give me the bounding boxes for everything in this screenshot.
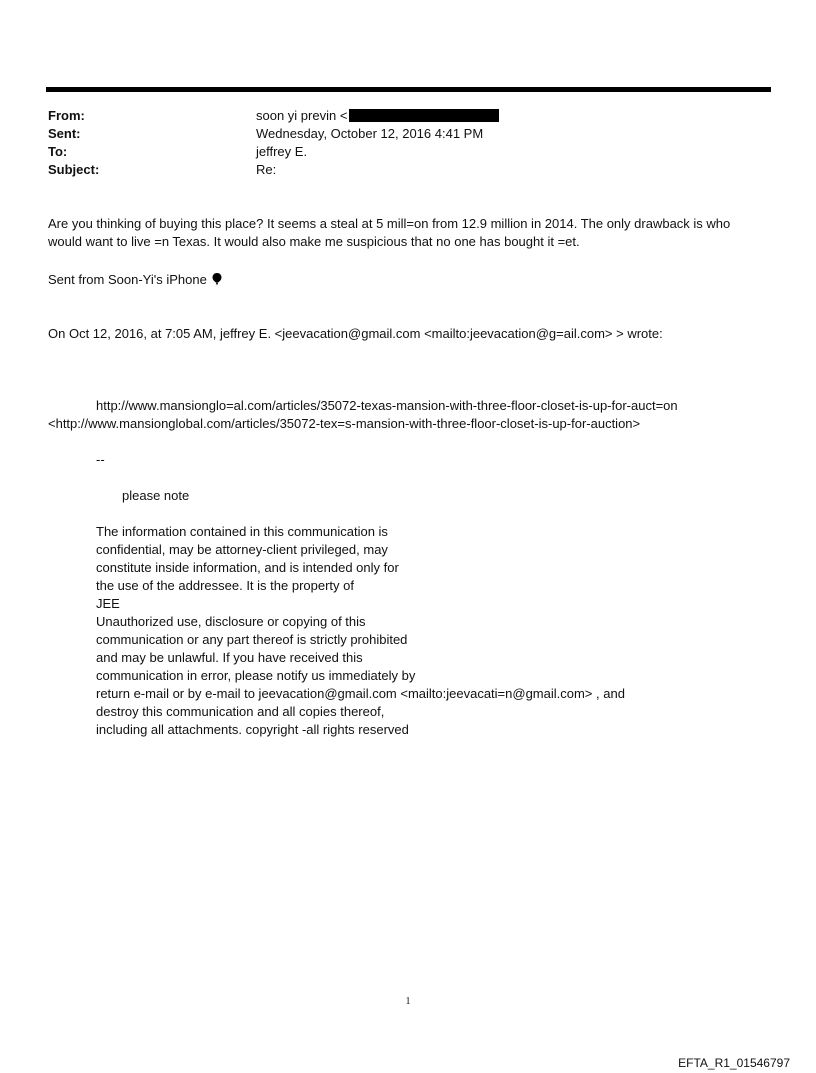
balloon-icon [210, 272, 224, 286]
signature-text: Sent from Soon-Yi's iPhone [48, 272, 207, 287]
sent-label: Sent: [48, 126, 81, 141]
disclaimer-line: communication or any part thereof is strictly prohibited [96, 632, 408, 647]
disclaimer-line: The information contained in this communication is [96, 524, 388, 539]
disclaimer-line: destroy this communication and all copies thereof, [96, 704, 385, 719]
signature-dashes: -- [96, 452, 105, 467]
to-value: jeffrey E. [256, 144, 308, 159]
disclaimer-line: the use of the addressee. It is the property of [96, 578, 354, 593]
from-sender: soon yi previn < [256, 108, 348, 123]
body-line-2: would want to live =n Texas. It would also make me suspicious that no one has bought it =et. [48, 234, 580, 249]
quote-header: On Oct 12, 2016, at 7:05 AM, jeffrey E. <jeevacation@gmail.com <mailto:jeevacation@g=ail.com> > wrote: [48, 326, 663, 341]
to-label: To: [48, 144, 68, 159]
disclaimer-line: including all attachments. copyright -all rights reserved [96, 722, 409, 737]
disclaimer-line: constitute inside information, and is intended only for [96, 560, 399, 575]
disclaimer-line: Unauthorized use, disclosure or copying of this [96, 614, 366, 629]
subject-label: Subject: [48, 162, 100, 177]
url-line-1: http://www.mansionglo=al.com/articles/35072-texas-mansion-with-three-floor-closet-is-up-for-auct=on [96, 398, 678, 413]
disclaimer-line: return e-mail or by e-mail to jeevacation@gmail.com <mailto:jeevacati=n@gmail.com> , and [96, 686, 625, 701]
sent-value: Wednesday, October 12, 2016 4:41 PM [256, 126, 484, 141]
url-line-2: <http://www.mansionglobal.com/articles/35072-tex=s-mansion-with-three-floor-closet-is-up-for-auction> [48, 416, 641, 431]
redaction-bar [349, 109, 499, 122]
from-label: From: [48, 108, 85, 123]
disclaimer-line: confidential, may be attorney-client privileged, may [96, 542, 388, 557]
document-id: EFTA_R1_01546797 [678, 1056, 790, 1070]
please-note: please note [122, 488, 190, 503]
header-rule [46, 87, 771, 92]
subject-value: Re: [256, 162, 277, 177]
body-line-1: Are you thinking of buying this place? It seems a steal at 5 mill=on from 12.9 million in 2014. The only drawback is who [48, 216, 731, 231]
disclaimer-line: communication in error, please notify us immediately by [96, 668, 416, 683]
from-value [256, 107, 499, 125]
disclaimer-line: and may be unlawful. If you have received this [96, 650, 363, 665]
disclaimer-line: JEE [96, 596, 120, 611]
page-number: 1 [405, 996, 411, 1007]
signature-line [48, 271, 224, 289]
